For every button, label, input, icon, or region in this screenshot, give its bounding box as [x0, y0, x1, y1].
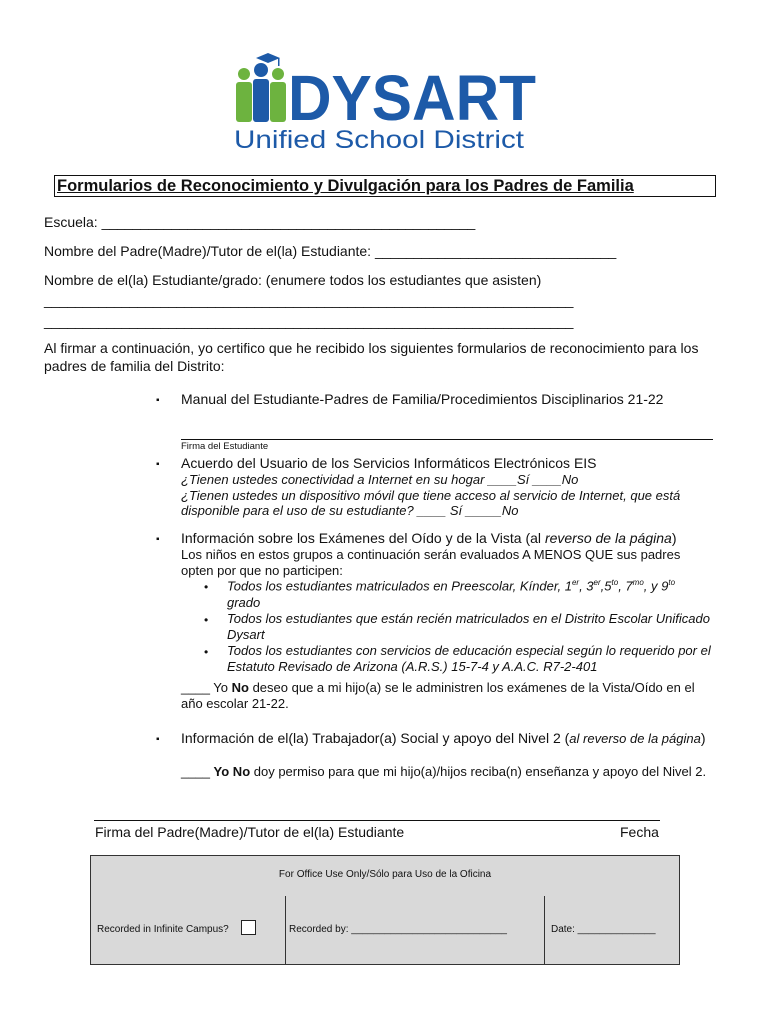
- exam-group-1-d: , 7: [618, 578, 633, 594]
- dysart-logo: [228, 52, 538, 154]
- ordinal: to: [668, 578, 676, 587]
- social-optout-text: doy permiso para que mi hijo(a)/hijos reciba(n) enseñanza y apoyo del Nivel 2.: [250, 764, 707, 779]
- exam-optout[interactable]: [181, 680, 695, 695]
- student-name-line-2[interactable]: ____________________________________________________________________: [44, 313, 574, 329]
- office-date-field[interactable]: Date: ______________: [551, 924, 656, 935]
- student-name-line-1[interactable]: ____________________________________________________________________: [44, 292, 574, 308]
- exam-group-1: [227, 578, 675, 593]
- exam-group-1-e: , y 9: [643, 578, 669, 594]
- parent-signature-label: Firma del Padre(Madre)/Tutor de el(la) Estudiante: [95, 824, 405, 840]
- intro-text-line-2: padres de familia del Distrito:: [44, 358, 225, 374]
- ordinal: mo: [632, 578, 644, 587]
- student-signature-label: Firma del Estudiante: [181, 441, 269, 452]
- optout-no: No: [231, 680, 249, 695]
- social-worker-optout[interactable]: [181, 764, 706, 779]
- bullet-icon: ▪: [156, 395, 160, 406]
- form-title: Formularios de Reconocimiento y Divulgación para los Padres de Familia: [54, 175, 716, 197]
- student-signature-line[interactable]: [181, 439, 713, 440]
- optout-blank[interactable]: ____ Yo: [181, 680, 232, 695]
- exam-description-2: opten por que no participen:: [181, 563, 343, 578]
- office-row: [91, 896, 679, 964]
- exam-optout-line-2: año escolar 21-22.: [181, 696, 289, 711]
- recorded-campus-checkbox[interactable]: [241, 920, 256, 935]
- exam-group-1-a: Todos los estudiantes matriculados en Preescolar, Kínder, 1: [227, 578, 572, 594]
- exam-title-paren-close: ): [671, 530, 677, 546]
- exam-group-1-c: ,5: [600, 578, 612, 594]
- bullet-icon: ▪: [156, 534, 160, 545]
- eis-question-device-2[interactable]: disponible para el uso de su estudiante? ____ Sí _____No: [181, 503, 519, 518]
- intro-text-line-1: Al firmar a continuación, yo certifico que he recibido los siguientes formularios de reconocimiento para los: [44, 340, 699, 356]
- bullet-icon: ▪: [156, 734, 160, 745]
- eis-item-title: Acuerdo del Usuario de los Servicios Informáticos Electrónicos EIS: [181, 455, 597, 471]
- dot-bullet-icon: •: [204, 580, 209, 594]
- social-title-close: ): [700, 730, 706, 746]
- exam-title-paren: (al: [525, 530, 545, 546]
- eis-question-internet[interactable]: ¿Tienen ustedes conectividad a Internet en su hogar ____Sí ____No: [181, 472, 579, 487]
- social-yo-no: Yo No: [213, 764, 251, 779]
- ordinal: er: [571, 578, 580, 587]
- exam-description-1: Los niños en estos grupos a continuación serán evaluados A MENOS QUE sus padres: [181, 547, 681, 562]
- social-title: Información de el(la) Trabajador(a) Social y apoyo del Nivel 2 (: [181, 730, 570, 746]
- office-cell-date: [545, 896, 679, 964]
- exam-item-title: [181, 530, 676, 546]
- school-field[interactable]: Escuela: ________________________________________________: [44, 214, 476, 230]
- optout-text: deseo que a mi hijo(a) se le administren los exámenes de la Vista/Oído en el: [248, 680, 695, 695]
- office-header: For Office Use Only/Sólo para Uso de la Oficina: [91, 856, 679, 897]
- parent-name-field[interactable]: Nombre del Padre(Madre)/Tutor de el(la) Estudiante: _______________________________: [44, 243, 617, 259]
- eis-question-device-1: ¿Tienen ustedes un dispositivo móvil que tiene acceso al servicio de Internet, que está: [181, 488, 681, 503]
- manual-item: Manual del Estudiante-Padres de Familia/Procedimientos Disciplinarios 21-22: [181, 391, 664, 407]
- social-blank[interactable]: ____: [181, 764, 214, 779]
- exam-title-reverse: reverso de la página: [544, 530, 672, 546]
- office-cell-recorded-by: [286, 896, 545, 964]
- recorded-by-field[interactable]: Recorded by: ____________________________: [289, 924, 507, 935]
- recorded-campus-label: Recorded in Infinite Campus?: [97, 924, 229, 935]
- student-name-label: Nombre de el(la) Estudiante/grado: (enumere todos los estudiantes que asisten): [44, 272, 542, 288]
- bullet-icon: ▪: [156, 459, 160, 470]
- exam-group-2: Todos los estudiantes que están recién matriculados en el Distrito Escolar Unificado: [227, 611, 710, 626]
- office-use-box: [90, 855, 680, 965]
- ordinal: to: [611, 578, 619, 587]
- social-title-reverse: al reverso de la página: [569, 731, 701, 746]
- exam-group-3-line-2: Estatuto Revisado de Arizona (A.R.S.) 15-7-4 y A.A.C. R7-2-401: [227, 659, 598, 674]
- date-label: Fecha: [620, 824, 659, 840]
- parent-signature-line[interactable]: [94, 820, 660, 821]
- logo-wordmark: DYSART: [288, 62, 536, 134]
- exam-group-1-line-2: grado: [227, 595, 261, 610]
- social-worker-item: [181, 730, 706, 746]
- dot-bullet-icon: •: [204, 645, 209, 659]
- exam-title-text: Información sobre los Exámenes del Oído y de la Vista: [181, 530, 522, 546]
- ordinal: er: [593, 578, 601, 587]
- logo-subtitle: Unified School District: [234, 126, 525, 154]
- exam-group-3: Todos los estudiantes con servicios de educación especial según lo requerido por el: [227, 643, 711, 658]
- exam-group-1-b: , 3: [579, 578, 594, 594]
- exam-group-2-line-2: Dysart: [227, 627, 265, 642]
- dot-bullet-icon: •: [204, 613, 209, 627]
- office-cell-campus: [91, 896, 286, 964]
